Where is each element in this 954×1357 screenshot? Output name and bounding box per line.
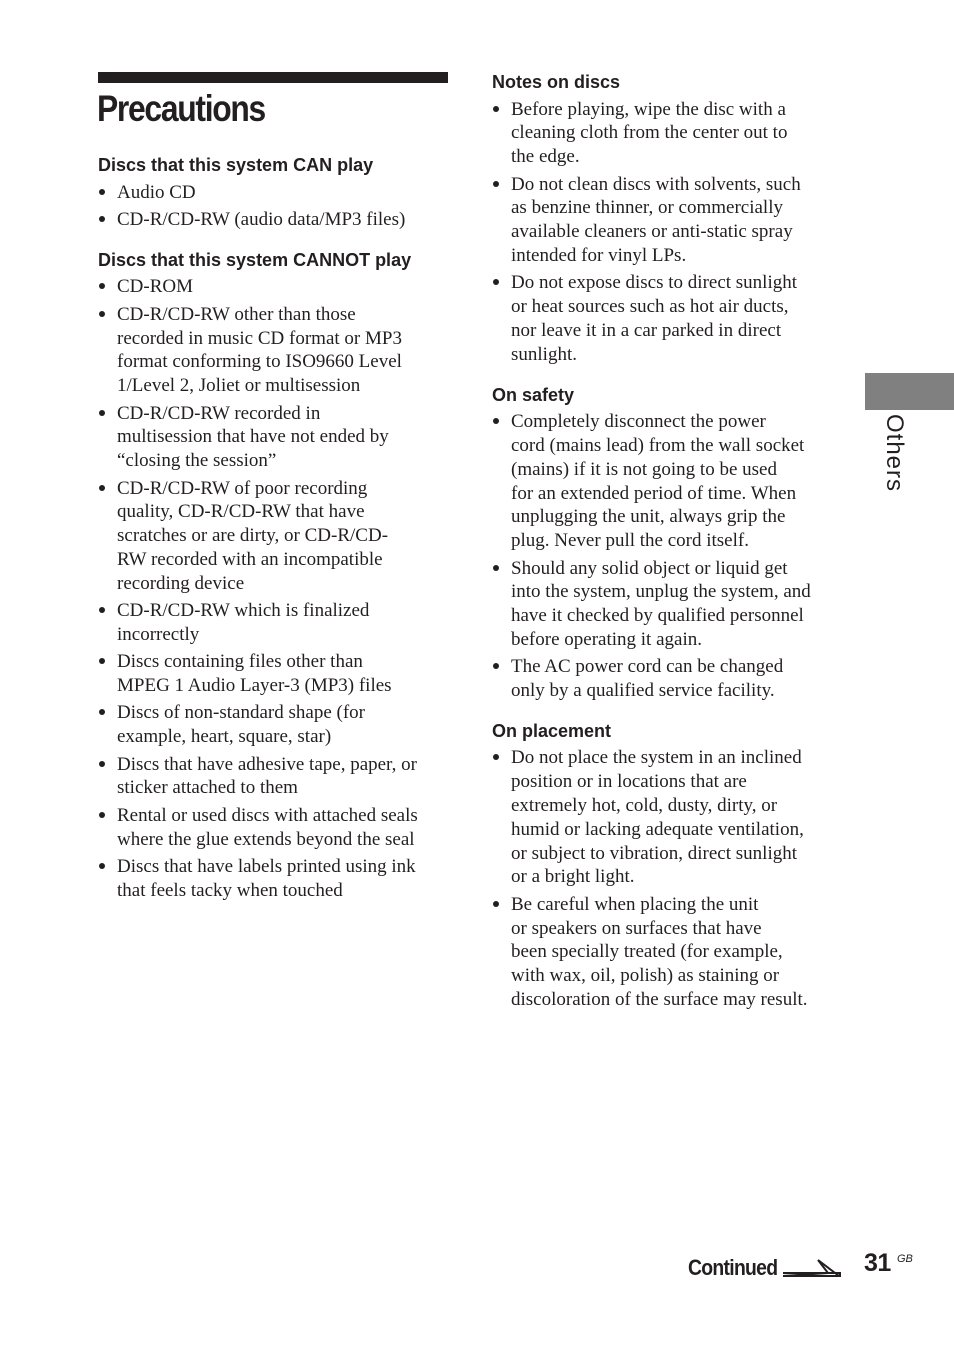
list-item bbox=[492, 173, 847, 268]
section-heading: Notes on discs bbox=[492, 72, 621, 92]
list-item bbox=[98, 855, 453, 903]
list-item-line: example, heart, square, star) bbox=[117, 726, 332, 748]
list-item bbox=[98, 701, 453, 749]
list-item-line: sticker attached to them bbox=[117, 777, 298, 799]
section-heading: Discs that this system CAN play bbox=[98, 155, 374, 175]
list-item-line: before operating it again. bbox=[511, 628, 702, 650]
list-item bbox=[98, 650, 453, 698]
bullet-list bbox=[98, 275, 453, 902]
list-item-line: CD-R/CD-RW (audio data/MP3 files) bbox=[117, 208, 406, 230]
list-item-line: plug. Never pull the cord itself. bbox=[511, 530, 749, 552]
list-item-line: incorrectly bbox=[117, 623, 200, 645]
list-item-line: position or in locations that are bbox=[511, 771, 747, 793]
list-item-line: Completely disconnect the power bbox=[511, 411, 766, 433]
list-item bbox=[492, 746, 847, 889]
title-rule bbox=[98, 72, 448, 83]
list-item bbox=[98, 402, 453, 473]
list-item-line: MPEG 1 Audio Layer-3 (MP3) files bbox=[117, 675, 392, 697]
list-item bbox=[98, 181, 453, 205]
list-item-line: CD-R/CD-RW of poor recording bbox=[117, 477, 368, 499]
list-item bbox=[98, 477, 453, 596]
list-item-line: extremely hot, cold, dusty, dirty, or bbox=[511, 795, 778, 817]
list-item-line: available cleaners or anti-static spray bbox=[511, 221, 793, 243]
list-item-line: RW recorded with an incompatible bbox=[117, 548, 383, 570]
list-item-line: Do not place the system in an inclined bbox=[511, 747, 802, 769]
list-item-line: cleaning cloth from the center out to bbox=[511, 122, 788, 144]
continued-arrow-icon bbox=[782, 1256, 842, 1278]
bullet-list bbox=[492, 410, 847, 703]
list-item-line: or speakers on surfaces that have bbox=[511, 917, 762, 939]
section-tab bbox=[865, 373, 954, 410]
list-item-line: Be careful when placing the unit bbox=[511, 893, 759, 915]
page-title: Precautions bbox=[97, 88, 265, 129]
list-item bbox=[98, 208, 453, 232]
right-column bbox=[492, 70, 847, 1012]
section-heading: Discs that this system CANNOT play bbox=[98, 249, 412, 270]
section-heading: On placement bbox=[492, 720, 612, 741]
list-item-line: CD-R/CD-RW other than those bbox=[117, 303, 356, 325]
list-item-line: that feels tacky when touched bbox=[117, 879, 343, 901]
list-item-line: only by a qualified service facility. bbox=[511, 680, 775, 702]
list-item-line: The AC power cord can be changed bbox=[511, 656, 784, 678]
list-item-line: with wax, oil, polish) as staining or bbox=[511, 965, 780, 987]
list-item bbox=[98, 303, 453, 398]
list-item-line: into the system, unplug the system, and bbox=[511, 581, 811, 603]
list-item-line: cord (mains lead) from the wall socket bbox=[511, 434, 805, 456]
bullet-list bbox=[492, 98, 847, 367]
list-item-line: Discs that have labels printed using ink bbox=[117, 856, 416, 878]
list-item-line: nor leave it in a car parked in direct bbox=[511, 319, 782, 341]
page-number: 31 bbox=[864, 1249, 891, 1277]
list-item bbox=[492, 410, 847, 553]
list-item-line: unplugging the unit, always grip the bbox=[511, 506, 786, 528]
list-item-line: scratches or are dirty, or CD-R/CD- bbox=[117, 525, 389, 547]
list-item-line: recorded in music CD format or MP3 bbox=[117, 327, 402, 349]
list-item-line: or heat sources such as hot air ducts, bbox=[511, 296, 789, 318]
list-item-line: Discs of non-standard shape (for bbox=[117, 702, 365, 724]
list-item-line: or subject to vibration, direct sunlight bbox=[511, 842, 798, 864]
list-item-line: been specially treated (for example, bbox=[511, 941, 783, 963]
list-item-line: where the glue extends beyond the seal bbox=[117, 828, 415, 850]
list-item bbox=[492, 271, 847, 366]
list-item-line: Should any solid object or liquid get bbox=[511, 557, 788, 579]
list-item-line: for an extended period of time. When bbox=[511, 482, 797, 504]
bullet-list bbox=[98, 181, 453, 232]
left-column bbox=[98, 153, 453, 903]
list-item-line: the edge. bbox=[511, 146, 580, 168]
list-item-line: Do not clean discs with solvents, such bbox=[511, 173, 801, 195]
list-item-line: Rental or used discs with attached seals bbox=[117, 804, 418, 826]
list-item-line: 1/Level 2, Joliet or multisession bbox=[117, 375, 361, 397]
list-item bbox=[98, 275, 453, 299]
list-item bbox=[98, 599, 453, 647]
list-item bbox=[98, 753, 453, 801]
bullet-list bbox=[492, 746, 847, 1011]
list-item-line: Do not expose discs to direct sunlight bbox=[511, 272, 798, 294]
page-number-suffix: GB bbox=[897, 1253, 913, 1265]
list-item-line: multisession that have not ended by bbox=[117, 426, 389, 448]
section-heading: On safety bbox=[492, 384, 575, 405]
list-item bbox=[492, 98, 847, 169]
list-item-line: Audio CD bbox=[117, 181, 196, 203]
list-item-line: have it checked by qualified personnel bbox=[511, 605, 804, 627]
list-item-line: discoloration of the surface may result. bbox=[511, 989, 808, 1011]
section-tab-label: Others bbox=[881, 414, 908, 493]
list-item-line: humid or lacking adequate ventilation, bbox=[511, 818, 804, 840]
list-item bbox=[492, 557, 847, 652]
list-item-line: Discs containing files other than bbox=[117, 651, 363, 673]
list-item-line: format conforming to ISO9660 Level bbox=[117, 351, 402, 373]
list-item bbox=[492, 893, 847, 1012]
list-item-line: CD-R/CD-RW which is finalized bbox=[117, 600, 370, 622]
list-item-line: recording device bbox=[117, 572, 245, 594]
list-item-line: Before playing, wipe the disc with a bbox=[511, 98, 786, 120]
list-item-line: or a bright light. bbox=[511, 866, 635, 888]
list-item-line: CD-R/CD-RW recorded in bbox=[117, 402, 321, 424]
list-item-line: Discs that have adhesive tape, paper, or bbox=[117, 753, 417, 775]
list-item-line: quality, CD-R/CD-RW that have bbox=[117, 501, 365, 523]
list-item-line: CD-ROM bbox=[117, 276, 194, 298]
list-item-line: sunlight. bbox=[511, 343, 577, 365]
list-item-line: intended for vinyl LPs. bbox=[511, 244, 687, 266]
list-item bbox=[492, 655, 847, 703]
list-item-line: as benzine thinner, or commercially bbox=[511, 197, 783, 219]
list-item bbox=[98, 804, 453, 852]
list-item-line: “closing the session” bbox=[117, 450, 277, 472]
continued-label: Continued bbox=[688, 1255, 778, 1280]
list-item-line: (mains) if it is not going to be used bbox=[511, 458, 777, 480]
